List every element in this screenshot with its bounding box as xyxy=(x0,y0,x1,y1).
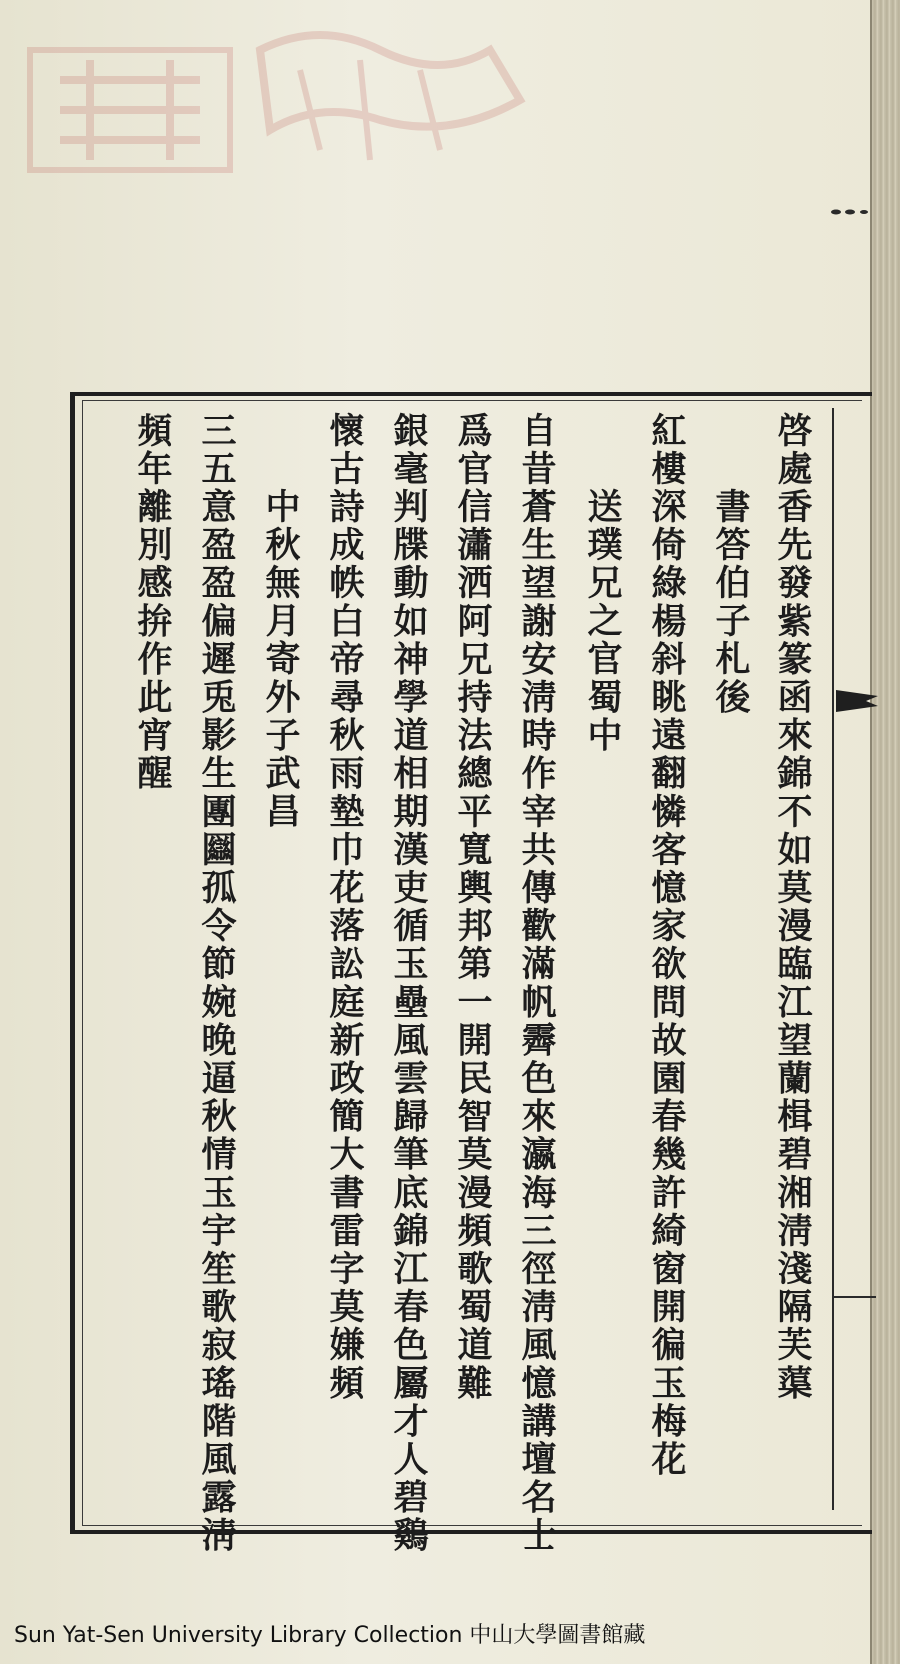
text-column-3: 紅樓深倚綠楊斜眺遠翻憐客憶家欲問故園春幾許綺窗開徧玉梅花 xyxy=(646,412,687,1479)
fold-tick xyxy=(832,1296,876,1298)
text-column-11: 頻年離別感拚作此宵醒 xyxy=(132,412,173,793)
text-column-8: 懷古詩成帙白帝尋秋雨墊巾花落訟庭新政簡大書雷字莫嫌頻 xyxy=(324,412,365,1403)
fold-rule xyxy=(832,408,834,1510)
book-edge xyxy=(870,0,900,1664)
text-column-6: 爲官信瀟洒阿兄持法總平寬輿邦第一開民智莫漫頻歌蜀道難 xyxy=(452,412,493,1403)
faded-seal-stamp xyxy=(20,10,540,180)
library-watermark: Sun Yat-Sen University Library Collection 中山大學圖書館藏 xyxy=(14,1623,646,1648)
text-column-2: 書答伯子札後 xyxy=(710,488,751,717)
text-column-7: 銀毫判牒動如神學道相期漢吏循玉壘風雲歸筆底錦江春色屬才人碧鷄 xyxy=(388,412,429,1555)
text-column-4: 送璞兄之官蜀中 xyxy=(582,488,623,755)
text-column-1: 啓處香先發紫篆函來錦不如莫漫臨江望蘭楫碧湘淸淺隔芙蕖 xyxy=(772,412,813,1403)
edge-dots xyxy=(830,208,874,216)
text-column-9: 中秋無月寄外子武昌 xyxy=(260,488,301,831)
fish-tail-mark xyxy=(836,690,878,712)
text-column-5: 自昔蒼生望謝安淸時作宰共傳歡滿帆霽色來瀛海三徑淸風憶講壇名士 xyxy=(516,412,557,1555)
text-column-10: 三五意盈盈偏遲兎影生團圝孤令節婉晚逼秋情玉宇笙歌寂瑤階風露淸 xyxy=(196,412,237,1555)
